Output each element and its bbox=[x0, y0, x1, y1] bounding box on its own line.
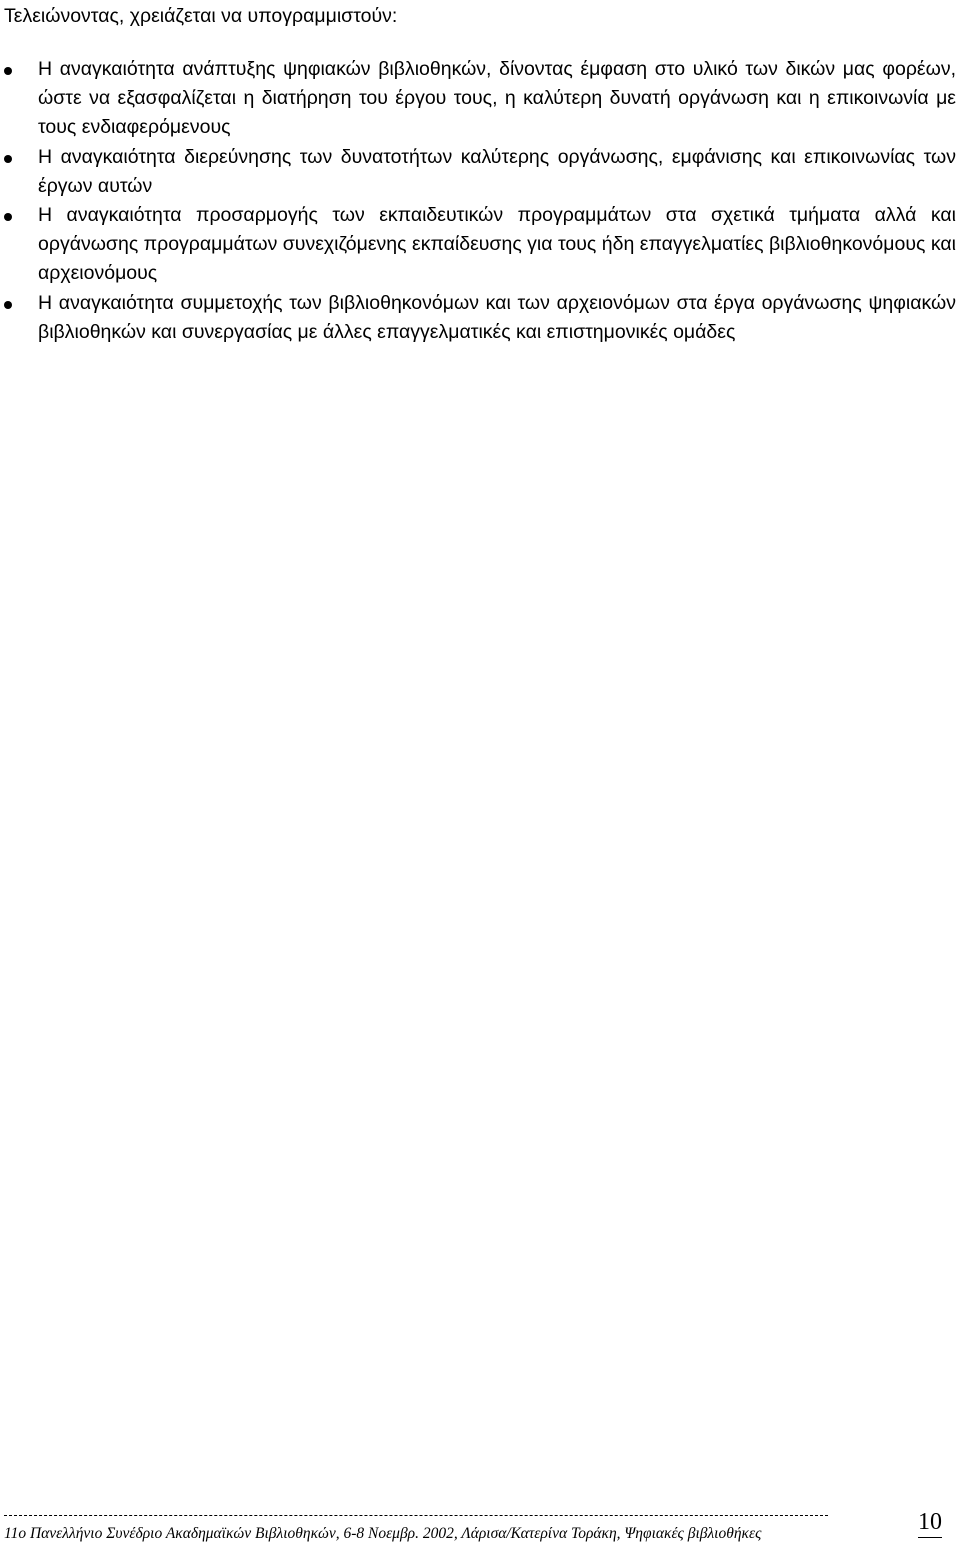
bullet-item bbox=[0, 201, 960, 289]
bullet-dot-icon bbox=[4, 67, 12, 75]
bullet-item bbox=[0, 289, 960, 347]
bullet-list bbox=[0, 55, 960, 347]
intro-paragraph: Τελειώνοντας, χρειάζεται να υπογραμμιστούν: bbox=[4, 5, 398, 27]
bullet-item bbox=[0, 55, 960, 143]
bullet-dot-icon bbox=[4, 301, 12, 309]
page-number: 10 bbox=[918, 1508, 942, 1538]
bullet-text: Η αναγκαιότητα συμμετοχής των βιβλιοθηκονόμων και των αρχειονόμων στα έργα οργάνωσης ψηφιακών βιβλιοθηκών και συνεργασίας με άλλες επαγγελματικές και επιστημονικές ομάδες bbox=[38, 291, 956, 343]
bullet-item bbox=[0, 143, 960, 201]
bullet-dot-icon bbox=[4, 213, 12, 221]
bullet-text: Η αναγκαιότητα ανάπτυξης ψηφιακών βιβλιοθηκών, δίνοντας έμφαση στο υλικό των δικών μας φορέων, ώστε να εξασφαλίζεται η διατήρηση του έργου τους, η καλύτερη δυνατή οργάνωση και η επικοινωνία με τους ενδιαφερόμενους bbox=[38, 58, 956, 139]
footer-divider bbox=[4, 1515, 828, 1516]
bullet-text: Η αναγκαιότητα διερεύνησης των δυνατοτήτων καλύτερης οργάνωσης, εμφάνισης και επικοινωνίας των έργων αυτών bbox=[38, 145, 956, 197]
footer-citation: 11ο Πανελλήνιο Συνέδριο Ακαδημαϊκών Βιβλιοθηκών, 6-8 Νοεμβρ. 2002, Λάρισα/Κατερίνα Τοράκη, Ψηφιακές βιβλιοθήκες bbox=[4, 1525, 762, 1542]
bullet-text: Η αναγκαιότητα προσαρμογής των εκπαιδευτικών προγραμμάτων στα σχετικά τμήματα αλλά και οργάνωσης προγραμμάτων συνεχιζόμενης εκπαίδευσης για τους ήδη επαγγελματίες βιβλιοθηκονόμους και αρχειονόμους bbox=[38, 204, 956, 285]
bullet-dot-icon bbox=[4, 155, 12, 163]
